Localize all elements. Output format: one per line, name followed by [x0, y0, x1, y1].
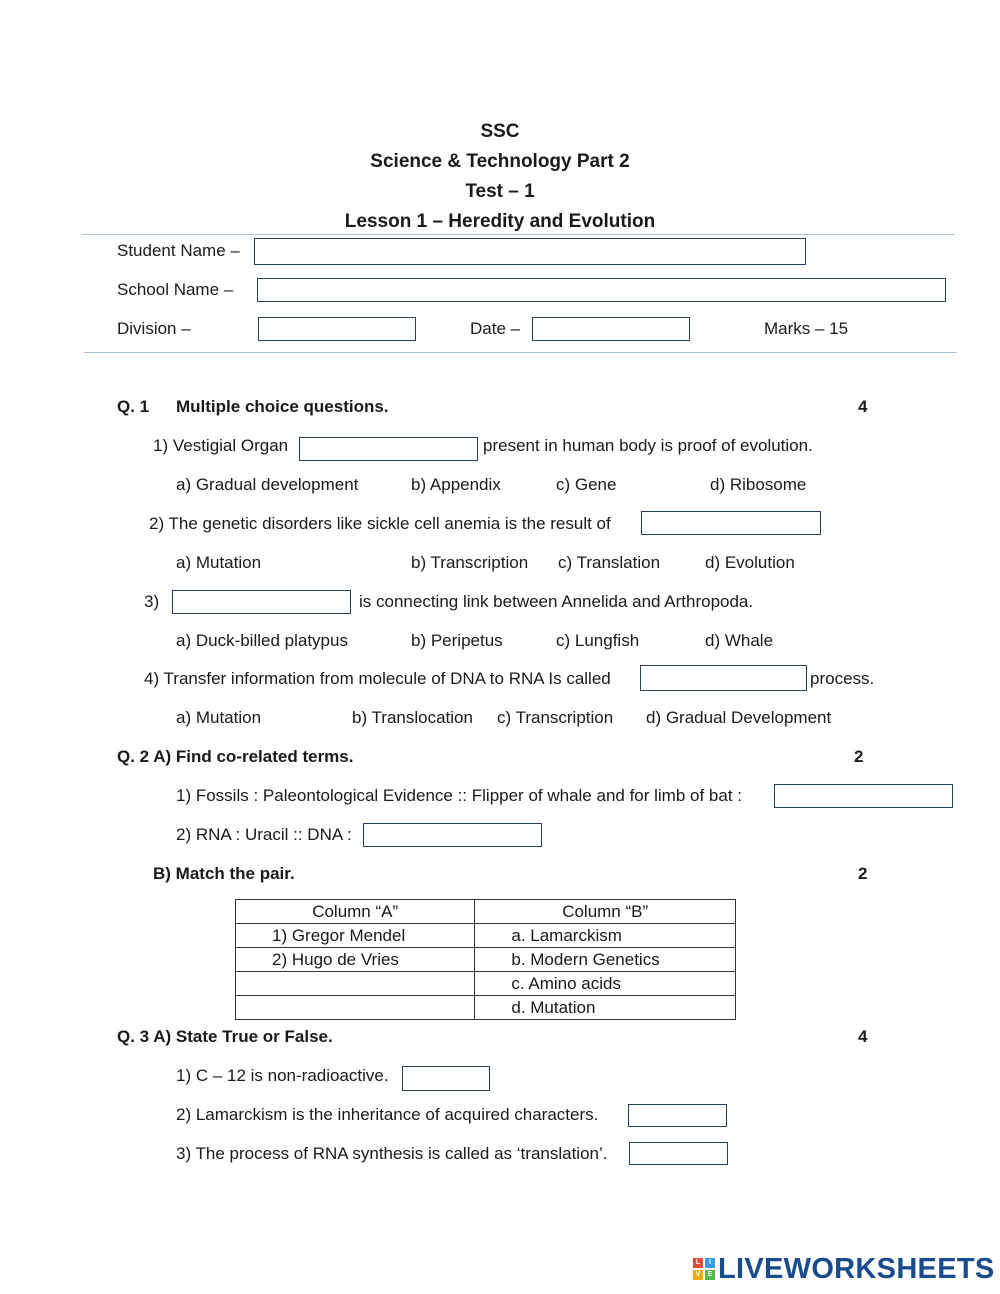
q1-3-option-c: c) Lungfish: [556, 631, 640, 650]
q2a-1-answer-input[interactable]: [774, 784, 953, 808]
header-divider-bottom: [84, 352, 957, 353]
table-row: [236, 996, 736, 1020]
q1-marks: 4: [858, 397, 868, 416]
header-lesson: Lesson 1 – Heredity and Evolution: [344, 211, 656, 232]
q3a-3-text: 3) The process of RNA synthesis is called as ‘translation’.: [176, 1144, 608, 1163]
q1-3-option-d: d) Whale: [705, 631, 774, 650]
q1-1-option-c: c) Gene: [556, 475, 617, 494]
q2a-2-text: 2) RNA : Uracil :: DNA :: [176, 825, 352, 844]
q1-1-option-d: d) Ribosome: [710, 475, 807, 494]
q1-number: Q. 1: [117, 397, 150, 416]
match-table: [235, 899, 736, 1020]
table-row: [236, 924, 736, 948]
q1-3-option-b: b) Peripetus: [411, 631, 503, 650]
q1-4-text-after: process.: [810, 669, 875, 688]
column-b-cell: a. Lamarckism: [475, 924, 736, 948]
table-row: [236, 948, 736, 972]
column-b-header: Column “B”: [475, 900, 736, 924]
q3a-3-answer-input[interactable]: [629, 1142, 728, 1165]
date-label: Date –: [470, 319, 521, 338]
logo-grid-icon: [693, 1258, 715, 1280]
q1-1-answer-input[interactable]: [299, 437, 478, 461]
q1-3-text-after: is connecting link between Annelida and Arthropoda.: [359, 592, 754, 611]
q3a-2-answer-input[interactable]: [628, 1104, 727, 1127]
q1-1-text-after: present in human body is proof of evolution.: [483, 436, 813, 455]
division-input[interactable]: [258, 317, 416, 341]
q3a-title: Q. 3 A) State True or False.: [117, 1027, 333, 1046]
logo-letter-v: V: [693, 1270, 703, 1280]
q1-3-option-a: a) Duck-billed platypus: [176, 631, 348, 650]
q3a-1-answer-input[interactable]: [402, 1066, 490, 1091]
column-a-cell: 2) Hugo de Vries: [236, 948, 475, 972]
q1-2-option-c: c) Translation: [558, 553, 661, 572]
q1-2-option-b: b) Transcription: [411, 553, 529, 572]
q2b-marks: 2: [858, 864, 868, 883]
q1-2-option-d: d) Evolution: [705, 553, 795, 572]
q2a-title: Q. 2 A) Find co-related terms.: [117, 747, 354, 766]
q1-1-option-a: a) Gradual development: [176, 475, 359, 494]
column-a-cell: [236, 972, 475, 996]
q1-3-answer-input[interactable]: [172, 590, 351, 614]
q1-4-answer-input[interactable]: [640, 665, 807, 691]
q3a-2-text: 2) Lamarckism is the inheritance of acquired characters.: [176, 1105, 599, 1124]
q2a-1-text: 1) Fossils : Paleontological Evidence :: Flipper of whale and for limb of bat :: [176, 786, 743, 805]
q1-2-text: 2) The genetic disorders like sickle cell anemia is the result of: [149, 514, 611, 533]
liveworksheets-logo: [693, 1254, 995, 1284]
school-name-input[interactable]: [257, 278, 946, 302]
q1-4-option-b: b) Translocation: [352, 708, 473, 727]
logo-text: LIVEWORKSHEETS: [718, 1253, 995, 1285]
q3a-marks: 4: [858, 1027, 868, 1046]
logo-letter-e: E: [705, 1270, 715, 1280]
column-a-cell: [236, 996, 475, 1020]
header-ssc: SSC: [480, 121, 520, 142]
header-subject: Science & Technology Part 2: [370, 151, 630, 172]
q1-3-number: 3): [144, 592, 160, 611]
table-row: [236, 900, 736, 924]
school-name-label: School Name –: [117, 280, 234, 299]
q1-2-option-a: a) Mutation: [176, 553, 262, 572]
division-label: Division –: [117, 319, 191, 338]
student-name-label: Student Name –: [117, 241, 240, 260]
q3a-1-text: 1) C – 12 is non-radioactive.: [176, 1066, 389, 1085]
student-name-input[interactable]: [254, 238, 806, 265]
q1-4-option-a: a) Mutation: [176, 708, 262, 727]
q1-4-option-c: c) Transcription: [497, 708, 614, 727]
q1-1-option-b: b) Appendix: [411, 475, 501, 494]
column-a-cell: 1) Gregor Mendel: [236, 924, 475, 948]
logo-letter-l: L: [693, 1258, 703, 1268]
column-b-cell: c. Amino acids: [475, 972, 736, 996]
column-b-cell: b. Modern Genetics: [475, 948, 736, 972]
table-row: [236, 972, 736, 996]
column-a-header: Column “A”: [236, 900, 475, 924]
q1-1-text: 1) Vestigial Organ: [153, 436, 289, 455]
q2a-2-answer-input[interactable]: [363, 823, 542, 847]
q1-title: Multiple choice questions.: [176, 397, 389, 416]
marks-label: Marks – 15: [764, 319, 849, 338]
logo-letter-i: I: [705, 1258, 715, 1268]
q1-2-answer-input[interactable]: [641, 511, 821, 535]
q2a-marks: 2: [854, 747, 864, 766]
q1-4-text: 4) Transfer information from molecule of DNA to RNA Is called: [144, 669, 611, 688]
date-input[interactable]: [532, 317, 690, 341]
header-divider-top: [82, 234, 955, 235]
header-test: Test – 1: [465, 181, 535, 202]
q1-4-option-d: d) Gradual Development: [646, 708, 832, 727]
column-b-cell: d. Mutation: [475, 996, 736, 1020]
q2b-title: B) Match the pair.: [153, 864, 295, 883]
